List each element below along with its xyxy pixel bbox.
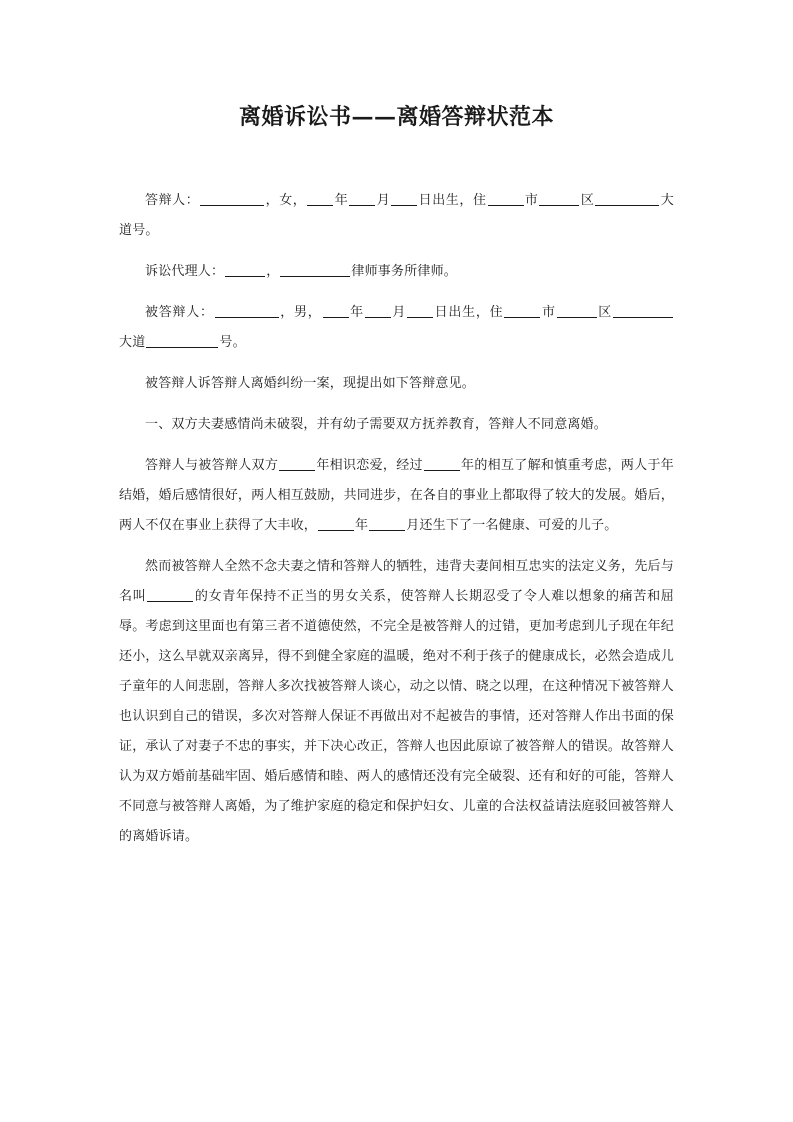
document-title: 离婚诉讼书——离婚答辩状范本 xyxy=(238,104,554,130)
blank-month xyxy=(365,302,391,318)
paragraph-history xyxy=(119,451,674,541)
text: ，女， xyxy=(265,193,307,208)
text: 日出生，住 xyxy=(418,193,487,208)
text: 市 xyxy=(524,193,539,208)
text: 年 xyxy=(355,518,369,533)
blank-avenue xyxy=(613,302,673,318)
blank-month xyxy=(369,515,405,531)
text: 月 xyxy=(391,305,407,320)
blank-district xyxy=(557,302,597,318)
text: 日出生，住 xyxy=(434,305,504,320)
blank-year xyxy=(279,455,315,471)
paragraph-respondent xyxy=(119,186,674,246)
blank-day xyxy=(407,302,433,318)
text: 年 xyxy=(334,193,349,208)
blank-respondent-name xyxy=(200,190,264,206)
blank-agent-name xyxy=(225,261,265,277)
text: 被答辩人： xyxy=(145,305,214,320)
blank-district xyxy=(539,190,579,206)
blank-month xyxy=(349,190,375,206)
text: 月还生下了一名健康、可爱的儿子。 xyxy=(406,518,618,533)
text: 大道 xyxy=(119,335,146,350)
text: 年 xyxy=(349,305,364,320)
paragraph-argument xyxy=(119,552,674,852)
text: 的女青年保持不正当的男女关系，使答辩人长期忍受了令人难以想象的痛苦和屈辱。考虑到这里面也有第三者不道德使然，不完全是被答辩人的过错，更加考虑到儿子现在年纪还小，这么早就双亲离异，得不到健全家庭的温暖，绝对不利于孩子的健康成长，必然会造成儿子童年的人间悲剧，答辩人多次找被答辩人谈心，动之以情、晓之以理，在这种情况下被答辩人也认识到自己的错误，多次对答辩人保证不再做出对不起被告的事情，还对答辩人作出书面的保证，承认了对妻子不忠的事实，并下决心改正，答辩人也因此原谅了被答辩人的错误。故答辩人认为双方婚前基础牢固、婚后感情和睦、两人的感情还没有完全破裂、还有和好的可能，答辩人不同意与被答辩人离婚，为了维护家庭的稳定和保护妇女、儿童的合法权益请法庭驳回被答辩人的离婚诉请。 xyxy=(119,589,674,844)
text: 年的相互了解和慎重考虑，两人于年结婚，婚后感情很好，两人相互鼓励，共同进步，在各自的事业上都取得了较大的发展。婚后，两人不仅在事业上获得了大丰收， xyxy=(119,458,674,533)
blank-third-party-name xyxy=(147,586,193,602)
blank-defendant-name xyxy=(215,302,279,318)
blank-city xyxy=(488,190,524,206)
paragraph-defendant xyxy=(119,298,674,358)
text: 号。 xyxy=(132,223,159,238)
text: 大道 xyxy=(119,193,675,238)
text: 然而被答辩人全然不念夫妻之情和答辩人的牺牲，违背夫妻间相互忠实的法定义务，先后与名叫 xyxy=(119,559,674,604)
blank-city xyxy=(504,302,540,318)
blank-years xyxy=(424,455,460,471)
text: 诉讼代理人： xyxy=(145,264,225,279)
blank-avenue xyxy=(595,190,659,206)
text: ，男， xyxy=(279,305,322,320)
text: 年相识恋爱，经过 xyxy=(316,458,423,473)
blank-law-firm xyxy=(280,261,350,277)
text: 号。 xyxy=(219,335,246,350)
blank-day xyxy=(391,190,417,206)
text: 区 xyxy=(580,193,595,208)
blank-year xyxy=(323,302,349,318)
paragraph-intro: 被答辩人诉答辩人离婚纠纷一案，现提出如下答辩意见。 xyxy=(145,376,476,391)
text: 市 xyxy=(541,305,556,320)
text: 答辩人与被答辩人双方 xyxy=(145,458,279,473)
blank-year xyxy=(307,190,333,206)
text: 月 xyxy=(376,193,391,208)
text: 答辩人： xyxy=(145,193,200,208)
paragraph-point-one: 一、双方夫妻感情尚未破裂，并有幼子需要双方抚养教育，答辩人不同意离婚。 xyxy=(145,417,608,432)
blank-house-number xyxy=(146,332,218,348)
document-body xyxy=(119,186,674,863)
text: 律师事务所律师。 xyxy=(351,264,458,279)
text: 区 xyxy=(597,305,612,320)
text: ， xyxy=(266,264,280,279)
blank-year xyxy=(318,515,354,531)
paragraph-agent xyxy=(119,257,674,287)
